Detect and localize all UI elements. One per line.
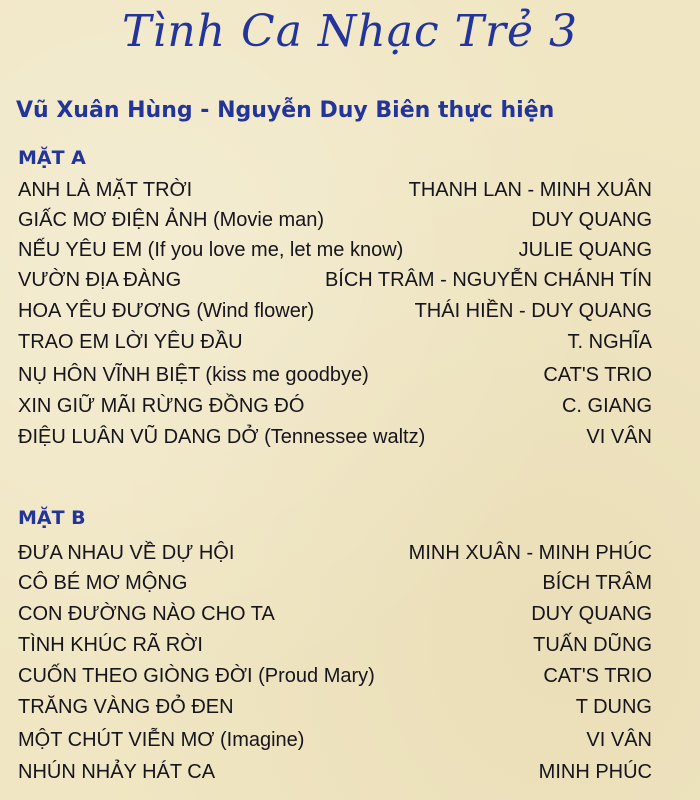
track-artist: VI VÂN bbox=[586, 729, 652, 751]
track-row bbox=[18, 297, 652, 325]
track-artist: VI VÂN bbox=[586, 426, 652, 448]
track-artist: C. GIANG bbox=[561, 395, 652, 417]
track-row bbox=[18, 631, 652, 659]
track-title: TRĂNG VÀNG ĐỎ ĐEN bbox=[18, 696, 234, 718]
track-artist: MINH XUÂN - MINH PHÚC bbox=[408, 542, 652, 564]
side-a-label: MẶT A bbox=[18, 147, 86, 169]
track-title: NỤ HÔN VĨNH BIỆT (kiss me goodbye) bbox=[18, 364, 369, 386]
track-title: XIN GIỮ MÃI RỪNG ĐỒNG ĐÓ bbox=[18, 395, 305, 417]
track-row bbox=[18, 539, 652, 567]
track-artist: THANH LAN - MINH XUÂN bbox=[408, 179, 652, 201]
track-title: HOA YÊU ĐƯƠNG (Wind flower) bbox=[18, 300, 315, 322]
track-title: CON ĐƯỜNG NÀO CHO TA bbox=[18, 603, 275, 625]
track-row bbox=[18, 236, 652, 264]
track-title: ANH LÀ MẶT TRỜI bbox=[18, 179, 193, 201]
track-row bbox=[18, 600, 652, 628]
track-artist: BÍCH TRÂM - NGUYỄN CHÁNH TÍN bbox=[324, 269, 652, 291]
track-row bbox=[18, 662, 652, 690]
track-artist: CAT'S TRIO bbox=[543, 364, 652, 386]
track-row bbox=[18, 726, 652, 754]
track-artist: T. NGHĨA bbox=[567, 331, 652, 353]
track-row bbox=[18, 392, 652, 420]
track-title: ĐIỆU LUÂN VŨ DANG DỞ (Tennessee waltz) bbox=[18, 426, 426, 448]
track-artist: DUY QUANG bbox=[531, 603, 652, 625]
track-artist: TUẤN DŨNG bbox=[533, 634, 652, 656]
track-title: TRAO EM LỜI YÊU ĐẦU bbox=[18, 331, 243, 353]
track-title: CUỐN THEO GIÒNG ĐỜI (Proud Mary) bbox=[18, 665, 375, 687]
track-row bbox=[18, 423, 652, 451]
track-artist: DUY QUANG bbox=[531, 209, 652, 231]
track-row bbox=[18, 758, 652, 786]
track-row bbox=[18, 569, 652, 597]
track-title: GIẤC MƠ ĐIỆN ẢNH (Movie man) bbox=[18, 209, 325, 231]
track-row bbox=[18, 206, 652, 234]
track-title: NẾU YÊU EM (If you love me, let me know) bbox=[18, 239, 404, 261]
track-title: MỘT CHÚT VIỄN MƠ (Imagine) bbox=[18, 729, 305, 751]
side-b-label: MẶT B bbox=[18, 507, 86, 529]
track-artist: MINH PHÚC bbox=[538, 761, 652, 783]
track-title: ĐƯA NHAU VỀ DỰ HỘI bbox=[18, 542, 235, 564]
track-row bbox=[18, 328, 652, 356]
track-artist: T DUNG bbox=[575, 696, 652, 718]
track-title: VƯỜN ĐỊA ĐÀNG bbox=[18, 269, 182, 291]
track-artist: JULIE QUANG bbox=[518, 239, 652, 261]
track-row bbox=[18, 361, 652, 389]
track-title: CÔ BÉ MƠ MỘNG bbox=[18, 572, 188, 594]
track-row bbox=[18, 266, 652, 294]
track-title: NHÚN NHẢY HÁT CA bbox=[18, 761, 216, 783]
track-artist: THÁI HIỀN - DUY QUANG bbox=[414, 300, 652, 322]
track-artist: BÍCH TRÂM bbox=[542, 572, 652, 594]
track-row bbox=[18, 693, 652, 721]
track-title: TÌNH KHÚC RÃ RỜI bbox=[18, 634, 203, 656]
track-row bbox=[18, 176, 652, 204]
album-title: Tình Ca Nhạc Trẻ 3 bbox=[121, 6, 579, 57]
album-subtitle: Vũ Xuân Hùng - Nguyễn Duy Biên thực hiện bbox=[16, 98, 555, 123]
track-artist: CAT'S TRIO bbox=[543, 665, 652, 687]
